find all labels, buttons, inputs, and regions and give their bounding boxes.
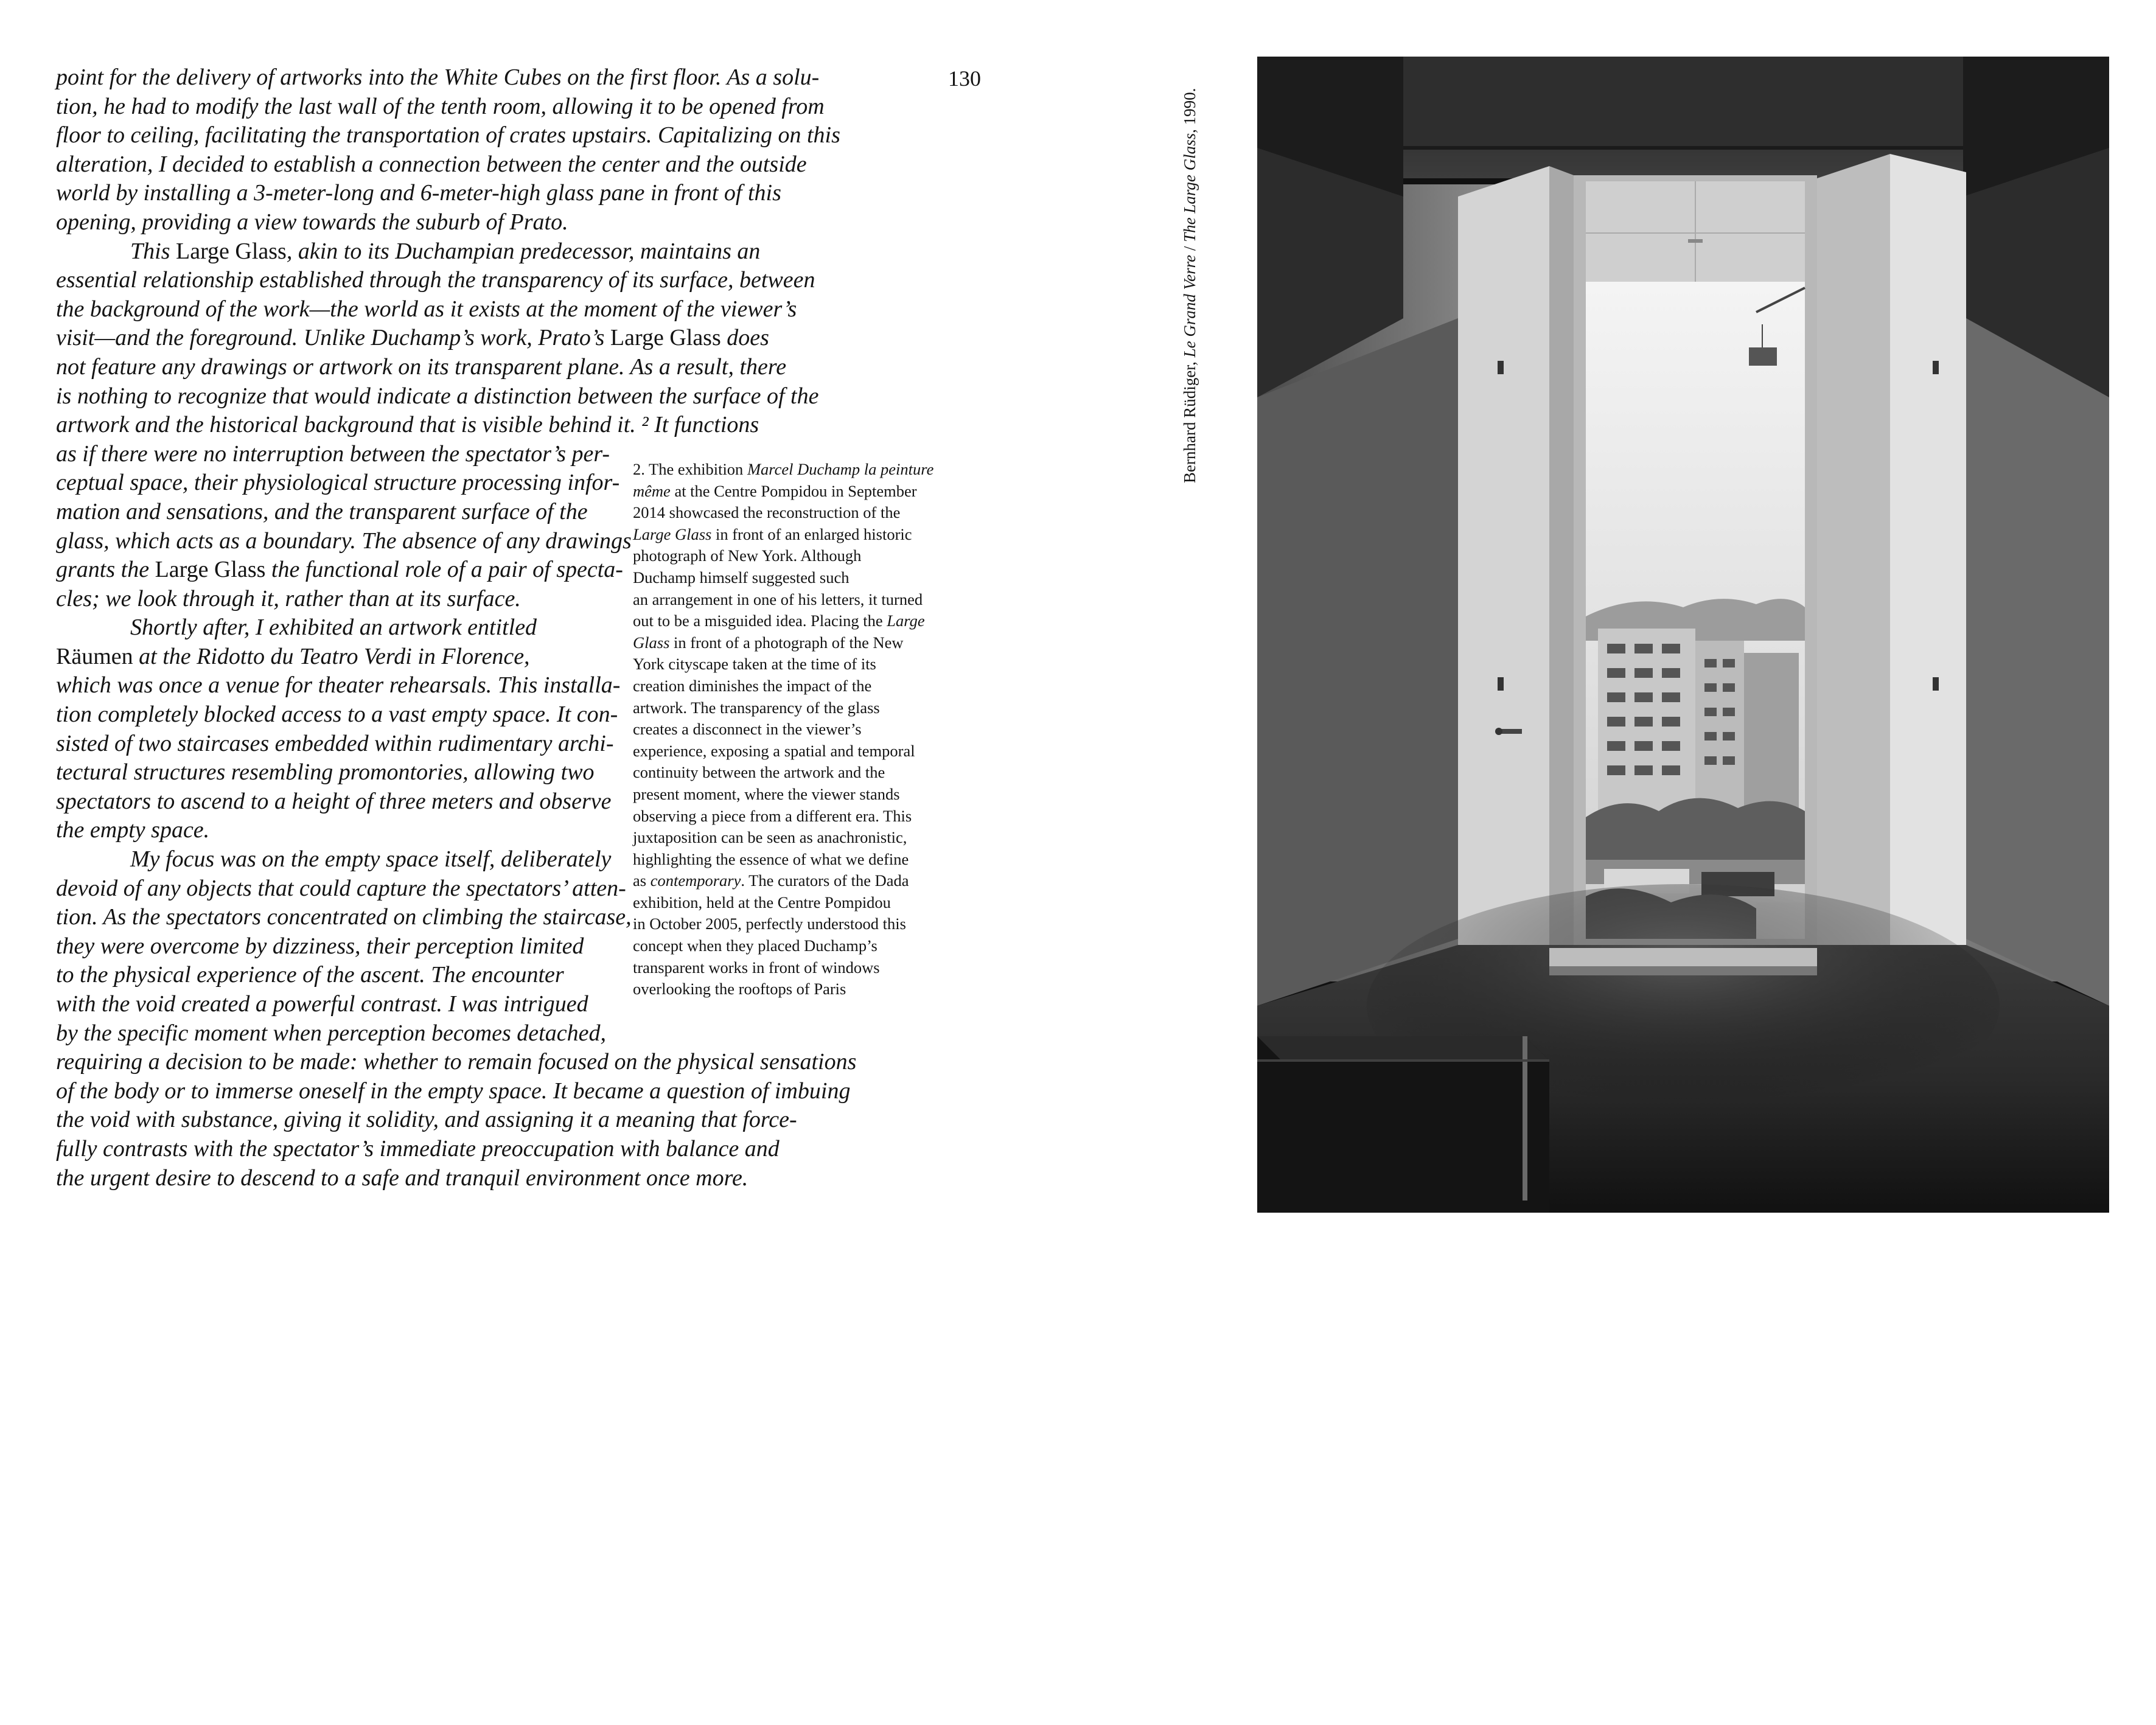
footnote-line-part: Large Glass [633,524,712,543]
body-line: the empty space. [56,817,210,843]
footnote-line: juxtaposition can be seen as anachronistic, [633,828,907,847]
body-line: of the body or to immerse oneself in the empty space. It became a question of imbuing [56,1078,851,1104]
footnote-line [633,459,933,481]
footnote-line: an arrangement in one of his letters, it turned [633,590,923,608]
body-line-part: Large Glass [155,557,266,583]
body-line: glass, which acts as a boundary. The absence of any drawings [56,528,632,554]
body-line: as if there were no interruption between the spectator’s per- [56,441,610,467]
body-line: ceptual space, their physiological structure processing infor- [56,470,620,496]
body-line-part: Large Glass [175,238,287,264]
body-line [56,237,856,267]
body-line [56,324,856,353]
body-line: fully contrasts with the spectator’s immediate preoccupation with balance and [56,1135,780,1162]
body-line: spectators to ascend to a height of three meters and observe [56,788,612,814]
footnote-line-part: Large [887,612,925,630]
body-line: alteration, I decided to establish a connection between the center and the outside [56,151,807,177]
body-line: floor to ceiling, facilitating the transportation of crates upstairs. Capitalizing on this [56,122,840,148]
footnote-line-part: at the Centre Pompidou in September [670,481,917,500]
body-line-part: at the Ridotto du Teatro Verdi in Florence, [133,643,530,669]
body-line: devoid of any objects that could capture the spectators’ atten- [56,875,626,901]
artwork-photo [1257,57,2109,1213]
body-line: My focus was on the empty space itself, deliberately [130,846,612,873]
caption-year: , 1990. [1181,88,1199,133]
body-line: tectural structures resembling promontories, allowing two [56,759,595,786]
footnote-line-part: contemporary [650,871,741,890]
footnote-line-part: . The curators of the Dada [741,871,909,890]
body-line-part: grants the [56,557,155,583]
footnote-line: experience, exposing a spatial and temporal [633,741,915,760]
footnote-line-part: in front of a photograph of the New [669,633,904,652]
footnote-line: creation diminishes the impact of the [633,676,872,695]
body-line: with the void created a powerful contrast. I was intrigued [56,991,588,1017]
footnote-line: highlighting the essence of what we define [633,849,909,868]
footnote-line-part: 2. The exhibition [633,460,747,478]
footnote-line: exhibition, held at the Centre Pompidou [633,893,891,911]
body-line: cles; we look through it, rather than at its surface. [56,585,521,612]
body-line: to the physical experience of the ascent. The encounter [56,962,564,988]
body-line-part: , akin to its Duchampian predecessor, maintains an [286,238,761,264]
body-line: they were overcome by dizziness, their perception limited [56,933,584,959]
caption-artist: Bernhard Rüdiger, [1181,361,1199,483]
footnote-line: concept when they placed Duchamp’s [633,936,877,955]
body-line: mation and sensations, and the transparent surface of the [56,498,588,524]
body-line: is nothing to recognize that would indicate a distinction between the surface of the [56,383,819,409]
footnote-line: observing a piece from a different era. This [633,806,912,825]
footnote-line-part: as [633,871,651,890]
body-line-part: the functional role of a pair of specta- [265,557,623,583]
footnote-line: Duchamp himself suggested such [633,568,849,587]
footnote-line: in October 2005, perfectly understood this [633,915,906,933]
body-line-part: Räumen [56,643,133,669]
body-line: point for the delivery of artworks into the White Cubes on the first floor. As a solu- [56,64,820,90]
page-number: 130 [948,66,981,91]
body-line: Shortly after, I exhibited an artwork entitled [130,615,537,641]
body-line: world by installing a 3-meter-long and 6-meter-high glass pane in front of this [56,180,781,206]
footnote-line-part: out to be a misguided idea. Placing the [633,612,887,630]
body-line: not feature any drawings or artwork on its transparent plane. As a result, there [56,354,787,380]
footnote-line-part: Glass [633,633,670,652]
footnote-line [633,632,933,654]
footnote-line-part: même [633,481,671,500]
footnote-line: 2014 showcased the reconstruction of the [633,503,901,522]
body-line: sisted of two staircases embedded within rudimentary archi- [56,730,614,756]
body-line: the background of the work—the world as it exists at the moment of the viewer’s [56,296,797,322]
footnote-line [633,870,933,892]
footnote-line [633,524,933,546]
footnote-line: overlooking the rooftops of Paris [633,980,846,998]
body-line: requiring a decision to be made: whether to remain focused on the physical sensations [56,1049,857,1075]
footnote-line: transparent works in front of windows [633,958,880,977]
footnote-line: present moment, where the viewer stands [633,784,900,803]
footnote-line: York cityscape taken at the time of its [633,655,876,674]
body-line: by the specific moment when perception becomes detached, [56,1020,606,1046]
body-line: artwork and the historical background that is visible behind it. ² It functions [56,412,759,438]
photo-caption [1181,88,1199,483]
footnote-line [633,481,933,503]
footnote-line-part: in front of an enlarged historic [711,524,912,543]
body-line: essential relationship established through the transparency of its surface, between [56,267,815,293]
footnote-line [633,610,933,632]
footnote [633,459,933,1000]
body-line: tion. As the spectators concentrated on climbing the staircase, [56,904,632,930]
footnote-line: continuity between the artwork and the [633,763,885,782]
body-line-part: This [130,238,176,264]
body-line: which was once a venue for theater rehearsals. This installa- [56,672,621,699]
body-line-part: Large Glass [610,325,721,351]
caption-separator: / [1181,242,1199,255]
footnote-line: creates a disconnect in the viewer’s [633,720,862,739]
body-line: tion, he had to modify the last wall of the tenth room, allowing it to be opened from [56,93,825,119]
footnote-line: photograph of New York. Although [633,546,862,565]
body-line: tion completely blocked access to a vast empty space. It con- [56,702,618,728]
body-line-part: visit—and the foreground. Unlike Duchamp’s work, Prato’s [56,325,610,351]
footnote-line-part: Marcel Duchamp la peinture [747,460,934,478]
body-line: opening, providing a view towards the suburb of Prato. [56,209,568,235]
footnote-line: artwork. The transparency of the glass [633,698,880,717]
body-line-part: does [720,325,769,351]
body-line: the urgent desire to descend to a safe and tranquil environment once more. [56,1165,748,1191]
body-line: the void with substance, giving it solidity, and assigning it a meaning that force- [56,1107,797,1133]
caption-title-en: The Large Glass [1181,133,1199,242]
caption-title-fr: Le Grand Verre [1181,254,1199,358]
